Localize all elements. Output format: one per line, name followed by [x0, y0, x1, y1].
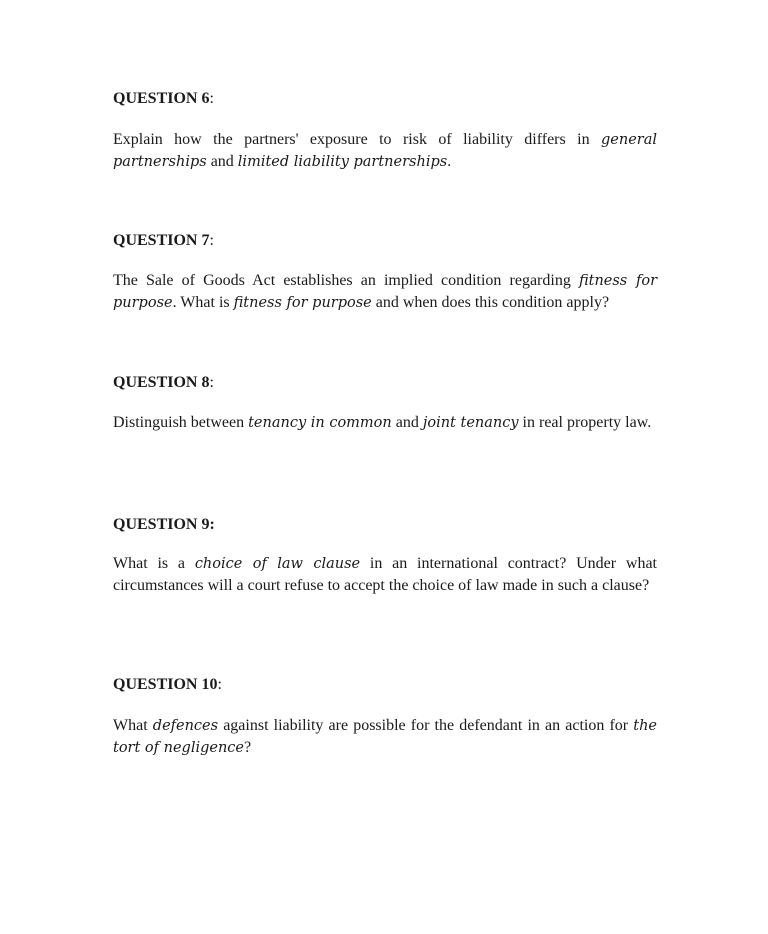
body-text-run: What [113, 717, 153, 734]
body-text-run: . What is [172, 294, 234, 311]
question-6-text [113, 129, 657, 173]
body-text-run: ? [244, 739, 252, 756]
question-7-heading-colon: : [209, 232, 214, 249]
question-8-text [113, 412, 657, 434]
body-text-run: and [206, 153, 238, 170]
italic-term: the tort of negligence [113, 718, 657, 756]
question-8-heading-colon: : [209, 374, 214, 391]
question-10-heading-colon: : [217, 676, 222, 693]
italic-term: fitness for purpose [113, 273, 658, 311]
body-text-run: . [447, 153, 452, 170]
question-6-heading-label: QUESTION 6 [113, 90, 210, 107]
question-9-heading [113, 514, 215, 535]
question-9-heading-colon: : [209, 516, 215, 533]
body-text-run: Distinguish between [113, 414, 249, 431]
italic-term: general partnerships [113, 132, 657, 170]
question-10-text [113, 715, 657, 759]
question-10-heading-label: QUESTION 10 [113, 676, 218, 693]
body-text-run: in an international contract? Under what circumstances will a court refuse to accept the choice of law made in such a clause? [113, 555, 657, 594]
body-text-run: The Sale of Goods Act establishes an implied condition regarding [113, 272, 579, 289]
body-text-run: and when does this condition apply? [371, 294, 610, 311]
question-6-heading-colon: : [209, 90, 214, 107]
italic-term: limited liability partnerships [237, 154, 448, 170]
question-10-heading [113, 674, 222, 695]
body-text-run: in real property law. [518, 414, 652, 431]
italic-term: tenancy in common [248, 415, 392, 431]
question-6-heading [113, 88, 214, 109]
italic-term: defences [152, 718, 219, 734]
body-text-run: and [391, 414, 423, 431]
question-8-heading-label: QUESTION 8 [113, 374, 210, 391]
body-text-run: Explain how the partners' exposure to risk of liability differs in [113, 131, 601, 148]
question-7-text [113, 270, 657, 314]
question-7-heading [113, 230, 214, 251]
question-7-heading-label: QUESTION 7 [113, 232, 210, 249]
italic-term: joint tenancy [422, 415, 519, 431]
question-9-text [113, 553, 657, 596]
italic-term: choice of law clause [194, 556, 361, 572]
body-text-run: against liability are possible for the defendant in an action for [218, 717, 634, 734]
question-8-heading [113, 372, 214, 393]
italic-term: fitness for purpose [233, 295, 372, 311]
body-text-run: What is a [113, 555, 195, 572]
question-9-heading-label: QUESTION 9 [113, 516, 210, 533]
